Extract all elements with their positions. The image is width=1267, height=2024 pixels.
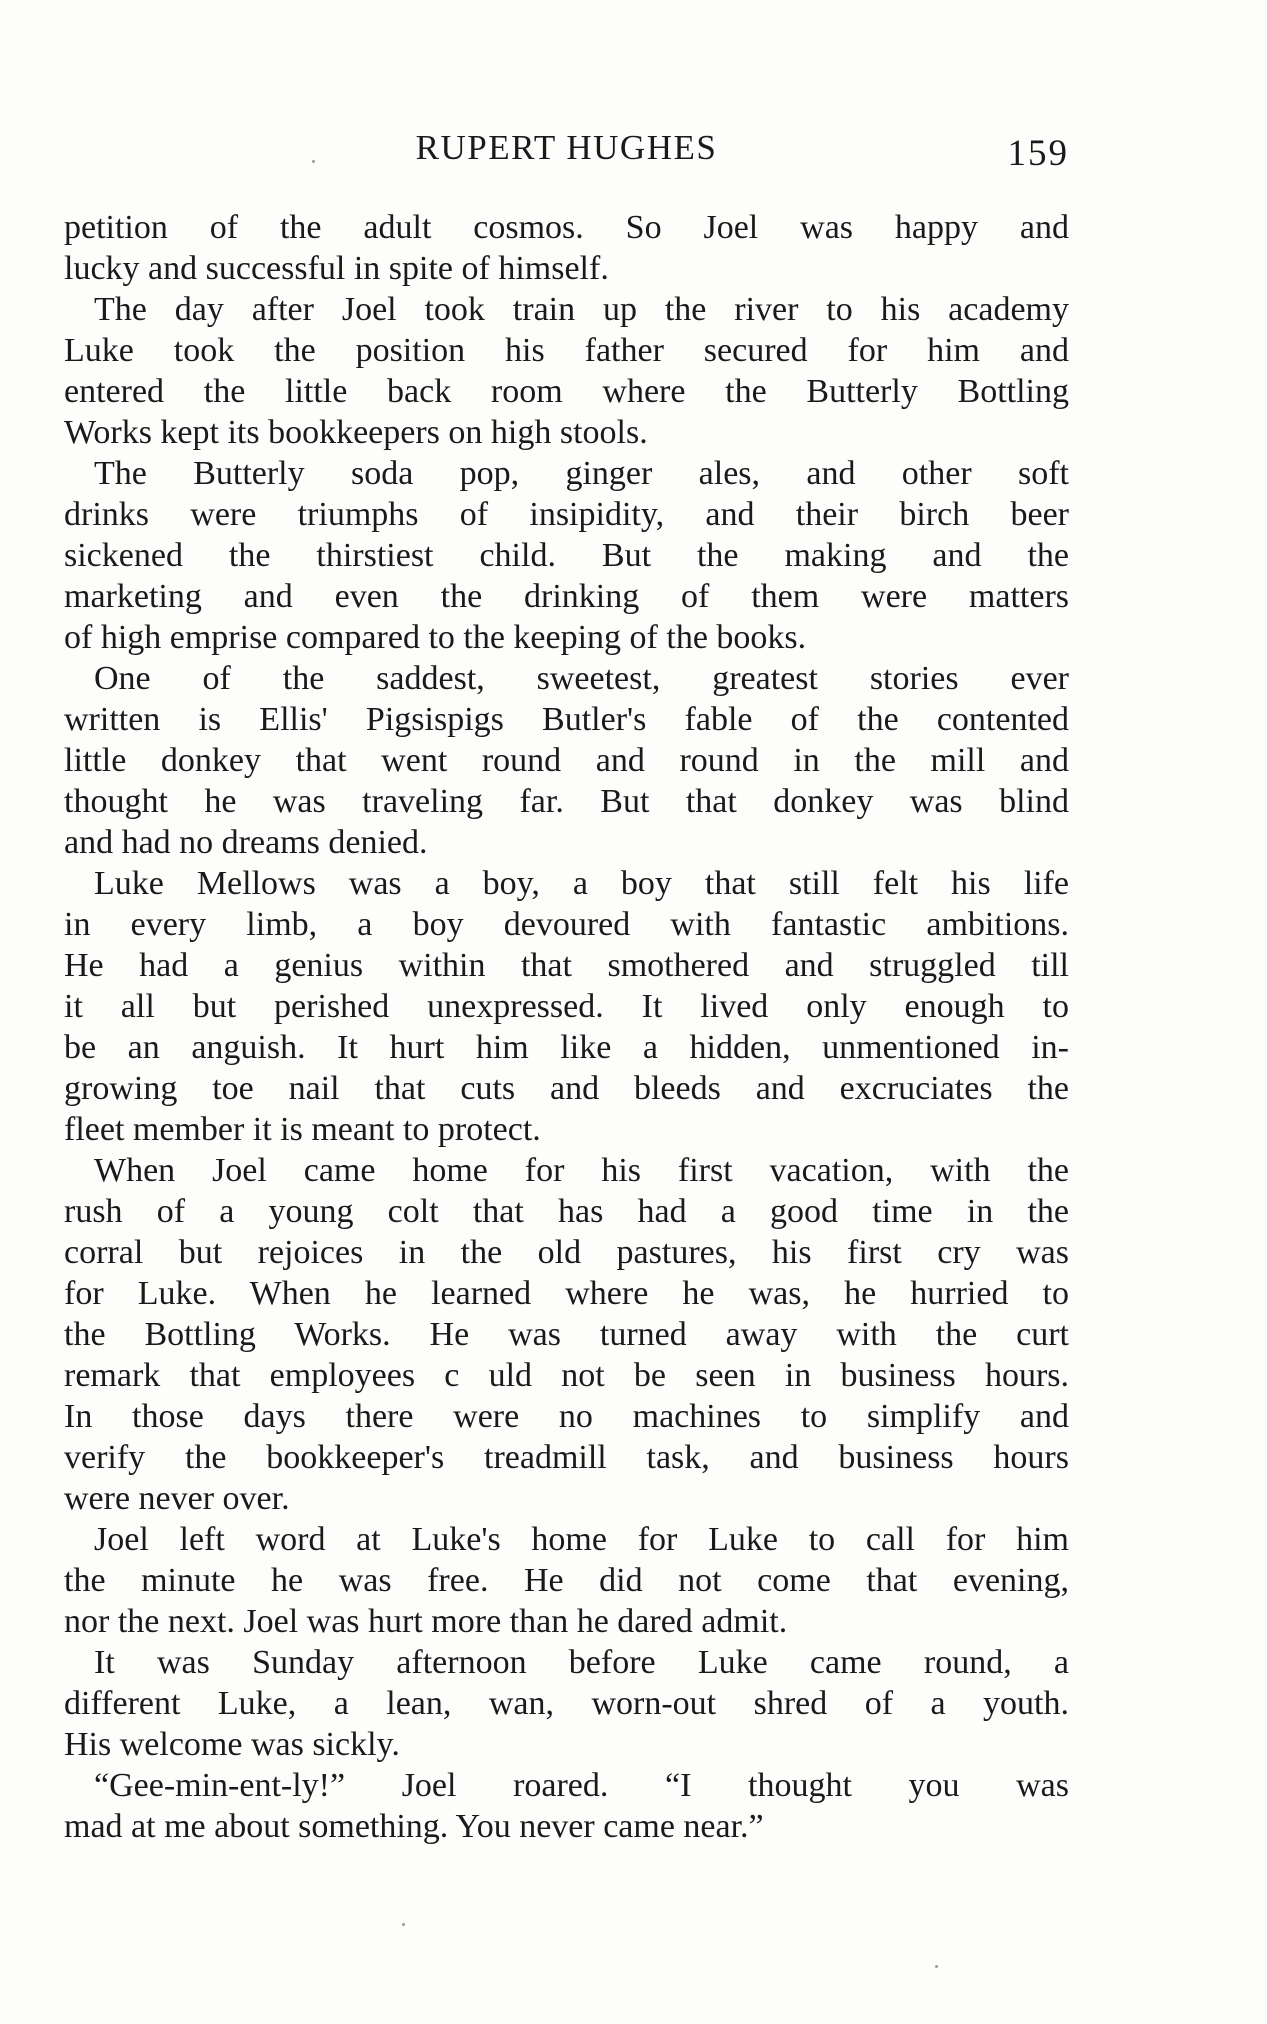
text-line: remark that employees c uld not be seen in business hours. [64,1357,1069,1394]
text-line: petition of the adult cosmos. So Joel was happy and [64,209,1069,246]
text-line: different Luke, a lean, wan, worn-out shred of a youth. [64,1685,1069,1722]
text-line: the Bottling Works. He was turned away with the curt [64,1316,1069,1353]
text-line: fleet member it is meant to protect. [64,1111,541,1148]
text-line: Luke Mellows was a boy, a boy that still felt his life [94,865,1069,902]
text-line: His welcome was sickly. [64,1726,400,1763]
text-line: Works kept its bookkeepers on high stools. [64,414,648,451]
text-line: corral but rejoices in the old pastures, his first cry was [64,1234,1069,1271]
text-line: When Joel came home for his first vacation, with the [94,1152,1069,1189]
text-line: In those days there were no machines to simplify and [64,1398,1069,1435]
text-line: growing toe nail that cuts and bleeds and excruciates the [64,1070,1069,1107]
text-line: nor the next. Joel was hurt more than he dared admit. [64,1603,788,1640]
text-line: The Butterly soda pop, ginger ales, and other soft [94,455,1069,492]
text-line: little donkey that went round and round in the mill and [64,742,1069,779]
text-line: be an anguish. It hurt him like a hidden, unmentioned in- [64,1029,1069,1066]
text-line: Joel left word at Luke's home for Luke to call for him [94,1521,1069,1558]
running-title: RUPERT HUGHES [415,128,718,167]
text-line: sickened the thirstiest child. But the making and the [64,537,1069,574]
text-line: verify the bookkeeper's treadmill task, and business hours [64,1439,1069,1476]
text-line: marketing and even the drinking of them were matters [64,578,1069,615]
text-line: written is Ellis' Pigsispigs Butler's fable of the contented [64,701,1069,738]
text-line: lucky and successful in spite of himself. [64,250,609,287]
text-line: entered the little back room where the Butterly Bottling [64,373,1069,410]
text-line: drinks were triumphs of insipidity, and their birch beer [64,496,1069,533]
body-text [64,207,1069,1847]
text-line: it all but perished unexpressed. It lived only enough to [64,988,1069,1025]
scan-speck [312,160,315,163]
running-head [64,128,1069,172]
text-line: Luke took the position his father secured for him and [64,332,1069,369]
text-line: “Gee-min-ent-ly!” Joel roared. “I thought you was [94,1767,1069,1804]
text-line: One of the saddest, sweetest, greatest stories ever [94,660,1069,697]
text-line: He had a genius within that smothered and struggled till [64,947,1069,984]
text-line: in every limb, a boy devoured with fantastic ambitions. [64,906,1069,943]
text-line: rush of a young colt that has had a good time in the [64,1193,1069,1230]
text-line: for Luke. When he learned where he was, he hurried to [64,1275,1069,1312]
scan-speck [935,1965,938,1968]
text-line: mad at me about something. You never came near.” [64,1808,764,1845]
text-line: were never over. [64,1480,290,1517]
text-line: thought he was traveling far. But that donkey was blind [64,783,1069,820]
text-line: The day after Joel took train up the river to his academy [94,291,1069,328]
text-line: of high emprise compared to the keeping of the books. [64,619,807,656]
text-line: the minute he was free. He did not come that evening, [64,1562,1069,1599]
scan-speck [402,1923,405,1926]
text-line: and had no dreams denied. [64,824,428,861]
page-number: 159 [1007,133,1069,174]
text-line: It was Sunday afternoon before Luke came round, a [94,1644,1069,1681]
